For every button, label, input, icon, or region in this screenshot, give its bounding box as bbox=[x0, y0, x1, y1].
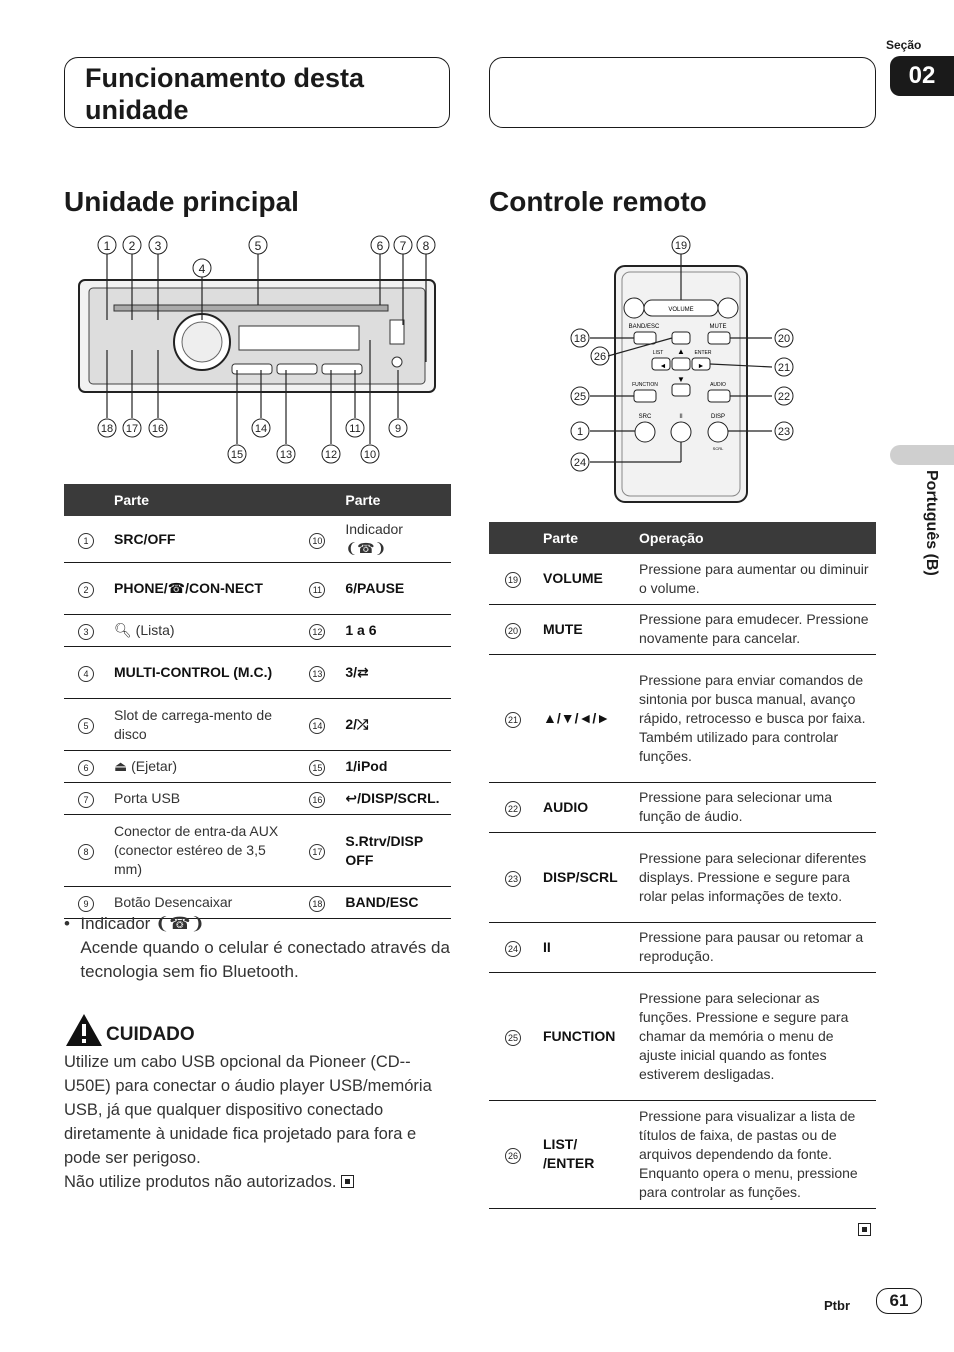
table-row bbox=[489, 604, 876, 654]
svg-text:ENTER: ENTER bbox=[694, 350, 712, 356]
page-header bbox=[64, 57, 450, 128]
row-number: 2 bbox=[78, 582, 94, 598]
svg-text:◄: ◄ bbox=[659, 363, 667, 370]
svg-text:26: 26 bbox=[593, 351, 607, 363]
svg-text:15: 15 bbox=[230, 449, 244, 461]
callout-18 bbox=[571, 329, 589, 347]
callout-13 bbox=[277, 445, 295, 463]
callout-6 bbox=[371, 236, 389, 254]
table-row bbox=[64, 699, 451, 751]
svg-text:23: 23 bbox=[777, 426, 791, 438]
svg-text:AUDIO: AUDIO bbox=[710, 382, 726, 388]
svg-text:3: 3 bbox=[154, 239, 162, 253]
svg-text:►: ► bbox=[697, 363, 705, 370]
table-row bbox=[489, 554, 876, 604]
part-name: AUDIO bbox=[537, 782, 633, 832]
svg-text:8: 8 bbox=[422, 239, 430, 253]
part-name: 6/PAUSE bbox=[339, 563, 451, 615]
callout-20 bbox=[775, 329, 793, 347]
callout-16 bbox=[149, 419, 167, 437]
part-name: 2/⤮ bbox=[339, 699, 451, 751]
svg-text:22: 22 bbox=[777, 391, 791, 403]
row-number: 8 bbox=[78, 844, 94, 860]
callout-17 bbox=[123, 419, 141, 437]
th-operation: Operação bbox=[633, 522, 876, 554]
callout-3 bbox=[149, 236, 167, 254]
callout-15 bbox=[228, 445, 246, 463]
operation-text: Pressione para emudecer. Pressione novamente para cancelar. bbox=[633, 604, 876, 654]
search-icon: 🔍︎ bbox=[114, 622, 132, 638]
callout-22 bbox=[775, 387, 793, 405]
svg-text:4: 4 bbox=[198, 262, 206, 276]
th-part1: Parte bbox=[108, 484, 295, 516]
svg-text:11: 11 bbox=[349, 423, 361, 435]
svg-text:18: 18 bbox=[573, 333, 587, 345]
callout-5 bbox=[249, 236, 267, 254]
row-number: 7 bbox=[78, 792, 94, 808]
svg-text:BAND/ESC: BAND/ESC bbox=[628, 324, 660, 330]
operation-text: Pressione para selecionar diferentes displays. Pressione e segure para rolar pelas informações de texto. bbox=[633, 832, 876, 922]
row-number: 15 bbox=[309, 760, 325, 776]
svg-text:14: 14 bbox=[254, 423, 268, 435]
svg-text:13: 13 bbox=[279, 449, 293, 461]
svg-text:VOLUME: VOLUME bbox=[668, 307, 694, 313]
row-number: 10 bbox=[309, 533, 325, 549]
svg-text:18: 18 bbox=[100, 423, 114, 435]
row-number: 25 bbox=[505, 1030, 521, 1046]
row-number: 14 bbox=[309, 718, 325, 734]
part-name: Conector de entra-da AUX (conector estéreo de 3,5 mm) bbox=[108, 815, 295, 887]
part-name: LIST/ /ENTER bbox=[537, 1100, 633, 1208]
operation-text: Pressione para aumentar ou diminuir o volume. bbox=[633, 554, 876, 604]
svg-text:1: 1 bbox=[576, 426, 584, 438]
row-number: 12 bbox=[309, 624, 325, 640]
footer-language: Ptbr bbox=[824, 1298, 850, 1313]
th-empty bbox=[489, 522, 537, 554]
svg-text:12: 12 bbox=[324, 449, 338, 461]
callout-26 bbox=[591, 347, 609, 365]
row-number: 21 bbox=[505, 712, 521, 728]
callout-14 bbox=[252, 419, 270, 437]
svg-text:SRC: SRC bbox=[638, 414, 652, 420]
part-name: BAND/ESC bbox=[339, 887, 451, 919]
operation-text: Pressione para selecionar as funções. Pressione e segure para chamar da memória o menu de ajuste inicial quando as fontes estiverem desligadas. bbox=[633, 972, 876, 1100]
callout-10 bbox=[361, 445, 379, 463]
remote-parts-table bbox=[489, 522, 876, 1209]
row-number: 22 bbox=[505, 801, 521, 817]
table-row bbox=[64, 563, 451, 615]
table-row bbox=[489, 1100, 876, 1208]
svg-text:5: 5 bbox=[254, 239, 262, 253]
svg-text:16: 16 bbox=[151, 423, 165, 435]
svg-text:DISP: DISP bbox=[710, 414, 726, 420]
caution-heading bbox=[64, 1012, 264, 1052]
table-row bbox=[64, 615, 451, 647]
callout-1 bbox=[571, 422, 589, 440]
table-row bbox=[64, 783, 451, 815]
row-number: 24 bbox=[505, 941, 521, 957]
callout-7 bbox=[394, 236, 412, 254]
callout-19 bbox=[672, 236, 690, 254]
svg-text:20: 20 bbox=[777, 333, 791, 345]
operation-text: Pressione para pausar ou retomar a reprodução. bbox=[633, 922, 876, 972]
row-number: 6 bbox=[78, 760, 94, 776]
header-empty-box bbox=[489, 57, 876, 128]
part-name: MUTE bbox=[537, 604, 633, 654]
callout-18 bbox=[98, 419, 116, 437]
svg-text:▲: ▲ bbox=[677, 347, 685, 356]
table-row bbox=[489, 782, 876, 832]
section-label: Seção bbox=[886, 38, 922, 52]
operation-text: Pressione para enviar comandos de sintonia por busca manual, avanço rápido, retrocesso e busca por faixa. Também utilizado para controlar funções. bbox=[633, 654, 876, 782]
row-number: 26 bbox=[505, 1148, 521, 1164]
row-number: 19 bbox=[505, 572, 521, 588]
part-name: 1 a 6 bbox=[339, 615, 451, 647]
callout-2 bbox=[123, 236, 141, 254]
part-name: S.Rtrv/DISP OFF bbox=[339, 815, 451, 887]
side-tab bbox=[890, 445, 954, 465]
svg-text:7: 7 bbox=[399, 239, 407, 253]
part-name: Porta USB bbox=[108, 783, 295, 815]
main-unit-title: Unidade principal bbox=[64, 186, 299, 217]
svg-text:MUTE: MUTE bbox=[709, 324, 727, 330]
bullet-icon: • bbox=[64, 914, 70, 933]
indicator-note-title: Indicador bbox=[80, 914, 151, 933]
side-language-label: Português (B) bbox=[923, 470, 940, 576]
svg-text:SCRL: SCRL bbox=[712, 446, 724, 451]
th-part2: Parte bbox=[339, 484, 451, 516]
svg-text:LIST: LIST bbox=[652, 350, 664, 356]
part-name: Indicador ❨☎❩ bbox=[339, 516, 451, 563]
svg-text:II: II bbox=[679, 414, 683, 420]
warning-icon bbox=[64, 1012, 104, 1048]
part-name: 1/iPod bbox=[339, 751, 451, 783]
svg-text:▼: ▼ bbox=[677, 375, 685, 384]
row-number: 13 bbox=[309, 666, 325, 682]
section-number: 02 bbox=[890, 56, 954, 96]
callout-11 bbox=[346, 419, 364, 437]
callout-8 bbox=[417, 236, 435, 254]
end-mark-icon bbox=[341, 1175, 354, 1188]
phone-indicator-icon: ❨☎❩ bbox=[155, 914, 205, 933]
table-row bbox=[64, 815, 451, 887]
part-name: SRC/OFF bbox=[108, 516, 295, 563]
header-title-line2: unidade bbox=[85, 95, 189, 125]
table-row bbox=[64, 751, 451, 783]
caution-body bbox=[64, 1050, 450, 1194]
part-name: ▲/▼/◄/► bbox=[537, 654, 633, 782]
svg-text:25: 25 bbox=[573, 391, 587, 403]
svg-text:FUNCTION: FUNCTION bbox=[632, 382, 658, 388]
table-row bbox=[64, 647, 451, 699]
row-number: 9 bbox=[78, 896, 94, 912]
callout-25 bbox=[571, 387, 589, 405]
part-name: FUNCTION bbox=[537, 972, 633, 1100]
callout-1 bbox=[98, 236, 116, 254]
row-number: 4 bbox=[78, 666, 94, 682]
th-empty1 bbox=[64, 484, 108, 516]
row-number: 11 bbox=[309, 582, 325, 598]
part-name: ↩/DISP/SCRL. bbox=[339, 783, 451, 815]
callout-23 bbox=[775, 422, 793, 440]
row-number: 17 bbox=[309, 844, 325, 860]
callout-9 bbox=[389, 419, 407, 437]
part-name: Botão Desencaixar bbox=[108, 887, 295, 919]
part-name: MULTI-CONTROL (M.C.) bbox=[108, 647, 295, 699]
part-name: DISP/SCRL bbox=[537, 832, 633, 922]
th-part: Parte bbox=[537, 522, 633, 554]
svg-text:19: 19 bbox=[674, 240, 688, 252]
part-name: 3/⇄ bbox=[339, 647, 451, 699]
svg-text:17: 17 bbox=[125, 423, 139, 435]
row-number: 1 bbox=[78, 533, 94, 549]
caution-text-2: Não utilize produtos não autorizados. bbox=[64, 1173, 337, 1191]
callout-24 bbox=[571, 453, 589, 471]
callout-12 bbox=[322, 445, 340, 463]
svg-text:21: 21 bbox=[777, 362, 791, 374]
part-name: 🔍︎ (Lista) bbox=[108, 615, 295, 647]
table-row bbox=[64, 516, 451, 563]
remote-diagram bbox=[560, 230, 810, 510]
part-name: II bbox=[537, 922, 633, 972]
header-title-line1: Funcionamento desta bbox=[85, 63, 365, 93]
part-name: ⏏ (Ejetar) bbox=[108, 751, 295, 783]
caution-text: Utilize um cabo USB opcional da Pioneer (CD--U50E) para conectar o áudio player USB/memória USB, já que qualquer dispositivo conectado diretamente à unidade fica projetado para fora e pode ser perigoso. bbox=[64, 1053, 432, 1167]
row-number: 3 bbox=[78, 624, 94, 640]
th-empty2 bbox=[295, 484, 339, 516]
part-name: PHONE/☎/CON-NECT bbox=[108, 563, 295, 615]
svg-text:6: 6 bbox=[376, 239, 384, 253]
indicator-note-text: Acende quando o celular é conectado através da tecnologia sem fio Bluetooth. bbox=[80, 938, 450, 981]
main-unit-diagram bbox=[64, 230, 454, 470]
callout-21 bbox=[775, 358, 793, 376]
phone-indicator-icon: ❨☎❩ bbox=[345, 540, 387, 556]
row-number: 18 bbox=[309, 896, 325, 912]
row-number: 5 bbox=[78, 718, 94, 734]
table-row bbox=[489, 654, 876, 782]
svg-text:2: 2 bbox=[128, 239, 136, 253]
page-number: 61 bbox=[876, 1288, 922, 1314]
row-number: 20 bbox=[505, 623, 521, 639]
caution-title: CUIDADO bbox=[106, 1024, 195, 1045]
main-unit-parts-table bbox=[64, 484, 451, 919]
svg-text:10: 10 bbox=[363, 449, 377, 461]
table-row bbox=[489, 832, 876, 922]
part-name: Slot de carrega-mento de disco bbox=[108, 699, 295, 751]
svg-text:24: 24 bbox=[573, 457, 587, 469]
indicator-note bbox=[64, 912, 454, 984]
svg-text:9: 9 bbox=[394, 423, 402, 435]
row-number: 23 bbox=[505, 871, 521, 887]
table-row bbox=[489, 972, 876, 1100]
remote-title: Controle remoto bbox=[489, 186, 707, 217]
operation-text: Pressione para selecionar uma função de áudio. bbox=[633, 782, 876, 832]
svg-text:1: 1 bbox=[103, 239, 111, 253]
part-name: VOLUME bbox=[537, 554, 633, 604]
callout-4 bbox=[193, 259, 211, 277]
operation-text: Pressione para visualizar a lista de títulos de faixa, de pastas ou de arquivos dependendo da fonte. Enquanto opera o menu, pressione para controlar as funções. bbox=[633, 1100, 876, 1208]
table-row bbox=[489, 922, 876, 972]
row-number: 16 bbox=[309, 792, 325, 808]
end-mark-icon bbox=[858, 1223, 871, 1236]
